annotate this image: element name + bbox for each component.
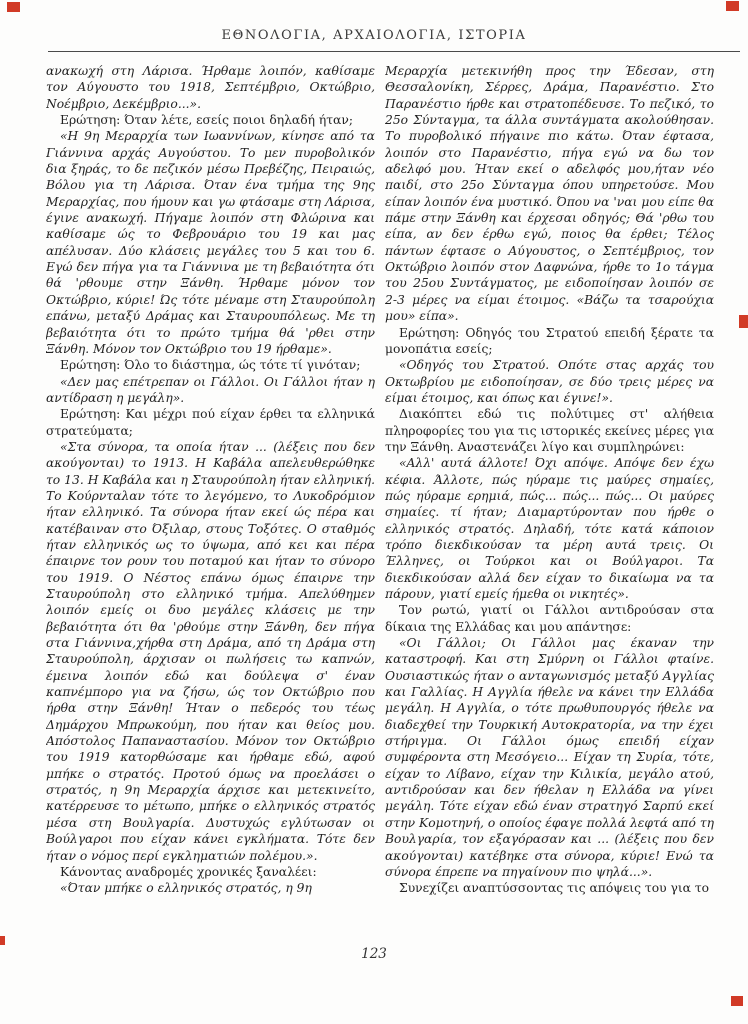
header-rule <box>48 51 740 52</box>
paragraph: Τον ρωτώ, γιατί οι Γάλλοι αντιδρούσαν στα δίκαια της Ελλάδας και μου απάντησε: <box>385 603 714 634</box>
paragraph: Μεραρχία μετεκινήθη προς την Έδεσαν, στη Θεσσαλονίκη, Σέρρες, Δράμα, Παρανέστιο. Στο Παρανέστιο ήρθε και στρατοπέδευσε. Το πεζικό, το 25ο Σύνταγμα, τα άλλα συντάγματα ακολούθησαν. Το πυροβολικό πήγαινε πιο κάτω. Όταν έφτασα, λοιπόν στο Παρανέστιο, πήγα εγώ να δω τον αδελφό μου. Ήταν εκεί ο αδελφός μου,ήταν νέο παιδί, στο 25ο Σύνταγμα όπου υπηρετούσε. Μου είπαν λοιπόν ένα μυστικό. Όπου να 'ναι μου είπε θα πάμε στην Ξάνθη και έρχεσαι οδηγός; Θά 'ρθω του είπα, αν δεν έρθω εγώ, ποιος θα έρθει; Τέλος πάντων έφτασε ο Αύγουστος, ο Σεπτέμβριος, τον Οκτώβριο λοιπόν στον Δαφνώνα, ήρθε το 1ο τάγμα του 25ου Συντάγματος, με ειδοποίησαν λοιπόν σε 2-3 μέρες να είμαι έτοιμος. «Βάζω τα τσαρούχια μου» είπα». <box>385 64 714 324</box>
text-columns <box>46 63 714 947</box>
page-header-title: ΕΘΝΟΛΟΓΙΑ, ΑΡΧΑΙΟΛΟΓΙΑ, ΙΣΤΟΡΙΑ <box>221 28 527 43</box>
page-number: 123 <box>361 946 387 962</box>
paragraph: ανακωχή στη Λάρισα. Ήρθαμε λοιπόν, καθίσαμε τον Αύγουστο του 1918, Σεπτέμβριο, Οκτώβριο, Νοέμβριο, Δεκέμβριο...». <box>46 64 375 111</box>
paragraph: Συνεχίζει αναπτύσσοντας τις απόψεις του για το <box>399 881 710 896</box>
paragraph: «Όταν μπήκε ο ελληνικός στρατός, η 9η <box>60 881 312 896</box>
paragraph: «Οι Γάλλοι; Οι Γάλλοι μας έκαναν την καταστροφή. Και στη Σμύρνη οι Γάλλοι φταίνε. Ουσιαστικώς ήταν ο ανταγωνισμός μεταξύ Αγγλίας και Γαλλίας. Η Αγγλία ήθελε να κάνει την Ελλάδα μεγάλη. Η Αγγλία, ο τότε πρωθυπουργός ήθελε να διαδεχθεί την Τουρκική Αυτοκρατορία, να την έχει στήριγμα. Οι Γάλλοι όμως επειδή είχαν συμφέροντα στη Μεσόγειο... Είχαν τη Συρία, τότε, είχαν το Λίβανο, είχαν την Κιλικία, μεγάλο ατού, αντιδρούσαν και δεν ήθελαν η Ελλάδα να γίνει μεγάλη. Τότε είχαν εδώ έναν στρατηγό Σαρπύ εκεί στην Κομοτηνή, ο οποίος έφαγε πολλά λεφτά από τη Βουλγαρία, τον εξαγόρασαν και ... (λέξεις που δεν ακούγονται) κατέβηκε στα σύνορα, κύριε! Ενώ τα σύνορα έπρεπε να πηγαίνουν πιο ψηλά...». <box>385 636 714 879</box>
paragraph: «Δεν μας επέτρεπαν οι Γάλλοι. Οι Γάλλοι ήταν η αντίδραση η μεγάλη». <box>46 374 375 405</box>
scan-mark-top-right <box>726 1 739 11</box>
scan-mark-left-lower <box>0 936 5 945</box>
paragraph: «Η 9η Μεραρχία των Ιωαννίνων, κίνησε από τα Γιάννινα αρχάς Αυγούστου. Το μεν πυροβολικόν δια ξηράς, το δε πεζικόν μέσω Πρεβέζης, Πειραιώς, Βόλου για τη Λάρισα. Όταν ένα τμήμα της 9ης Μεραρχίας, που ήμουν και γω φτάσαμε στη Λάρισα, έγινε ανακωχή. Πήγαμε λοιπόν στη Φλώρινα και καθίσαμε ώς το Φεβρουάριο του 19 και μας απέλυσαν. Δύο κλάσεις μεγάλες του 5 και του 6. Εγώ δεν πήγα για τα Γιάννινα με τη βεβαιότητα ότι θά 'ρθουμε στην Ξάνθη. Ήρθαμε μόνον τον Οκτώβριο, κύριε! Ώς τότε μέναμε στη Σταυρούπολη επάνω, μεταξύ Δράμας και Σταυρουπόλεως. Με τη βεβαιότητα ότι το πρώτο τμήμα θά 'ρθει στην Ξάνθη. Μόνον τον Οκτώβριο του 19 ήρθαμε». <box>46 129 375 356</box>
paragraph: Ερώτηση: Και μέχρι πού είχαν έρθει τα ελληνικά στρατεύματα; <box>46 407 375 438</box>
paragraph: Διακόπτει εδώ τις πολύτιμες στ' αλήθεια πληροφορίες του για τις ιστορικές εκείνες μέρες για την Ξάνθη. Αναστενάζει λίγο και συμπληρώνει: <box>385 407 714 454</box>
paragraph: Κάνοντας αναδρομές χρονικές ξαναλέει: <box>60 864 317 879</box>
paragraph: «Αλλ' αυτά άλλοτε! Όχι απόψε. Απόψε δεν έχω κέφια. Άλλοτε, πώς ηύραμε τις μαύρες σημαίες, πώς ηύραμε ερημιά, πώς... πώς... πώς... Οι μαύρες σημαίες. τί ήταν; Διαμαρτύρονταν που ήρθε ο ελληνικός στρατός. Δηλαδή, τότε κατά κάποιον τρόπο διεκδικούσαν τα μέρη αυτά τρεις. Οι Έλληνες, οι Τούρκοι και οι Βούλγαροι. Τα διεκδικούσαν αλλά δεν είχαν το δικαίωμα να τα πάρουν, γιατί εμείς ήμεθα οι νικητές». <box>385 456 714 601</box>
scan-mark-top-left <box>7 2 20 12</box>
paragraph: Ερώτηση: Όλο το διάστημα, ώς τότε τί γινόταν; <box>60 358 361 373</box>
left-column <box>46 63 375 947</box>
paragraph: Ερώτηση: Οδηγός του Στρατού επειδή ξέρατε τα μονοπάτια εσείς; <box>385 325 714 356</box>
scan-mark-bottom-right <box>731 996 743 1006</box>
paragraph: «Οδηγός του Στρατού. Οπότε στας αρχάς του Οκτωβρίου με ειδοποίησαν, σε δύο τρεις μέρες να είμαι έτοιμος, και όπως και έγινε!». <box>385 358 714 405</box>
paragraph: Ερώτηση: Όταν λέτε, εσείς ποιοι δηλαδή ήταν; <box>60 113 353 128</box>
paragraph: «Στα σύνορα, τα οποία ήταν ... (λέξεις που δεν ακούγονται) το 1913. Η Καβάλα απελευθερώθηκε το 13. Η Καβάλα και η Σταυρούπολη ήταν ελληνική. Το Κούρνταλαν τότε το λεγόμενο, το Λυκοδρόμιον ήταν ελληνικό. Τα σύνορα ήταν εκεί ώς πέρα και κατέβαιναν στο Όξιλαρ, στους Τοξότες. Ο σταθμός ήταν ελληνικός ως το ύψωμα, από κει και πέρα έπαιρνε τον ρουν του ποταμού και ήταν το σύνορο του 1919. Ο Νέστος επάνω όμως έπαιρνε την Σταυρούπολη στο ελληνικό τμήμα. Απελύθημεν λοιπόν εμείς οι δυο μεγάλες κλάσεις με την βεβαιότητα ότι θα 'ρθούμε στην Ξάνθη, δεν πήγα στα Γιάννινα,χήρθα στη Δράμα, από τη Δράμα στη Σταυρούπολη, άρχισαν οι πωλήσεις τω καπνών, έμεινα λοιπόν εδώ και δούλεψα σ' έναν καπνέμπορο για να ζήσω, ώς τον Οκτώβριο που ήρθα στην Ξάνθη! Ήταν ο πεδερός του τέως Δημάρχου Μπρωκούμη, που ήταν και θείος μου. Απόστολος Παπαναστασίου. Μόνον τον Οκτώβριο του 1919 κατορθώσαμε και ήρθαμε εδώ, αφού μπήκε ο στρατός. Προτού όμως να προελάσει ο στρατός, η 9η Μεραρχία άρχισε και μετεκινείτο, κατέρρευσε το μέτωπο, μπήκε ο ελληνικός στρατός μέσα στη Βουλγαρία. Δυστυχώς εγλύτωσαν οι Βούλγαροι που είχαν κάνει εγκλήματα. Τότε δεν ήταν ο νόμος περί εγκληματιών πολέμου.». <box>46 439 375 863</box>
right-column <box>385 63 714 947</box>
scan-mark-right-middle <box>739 315 748 328</box>
